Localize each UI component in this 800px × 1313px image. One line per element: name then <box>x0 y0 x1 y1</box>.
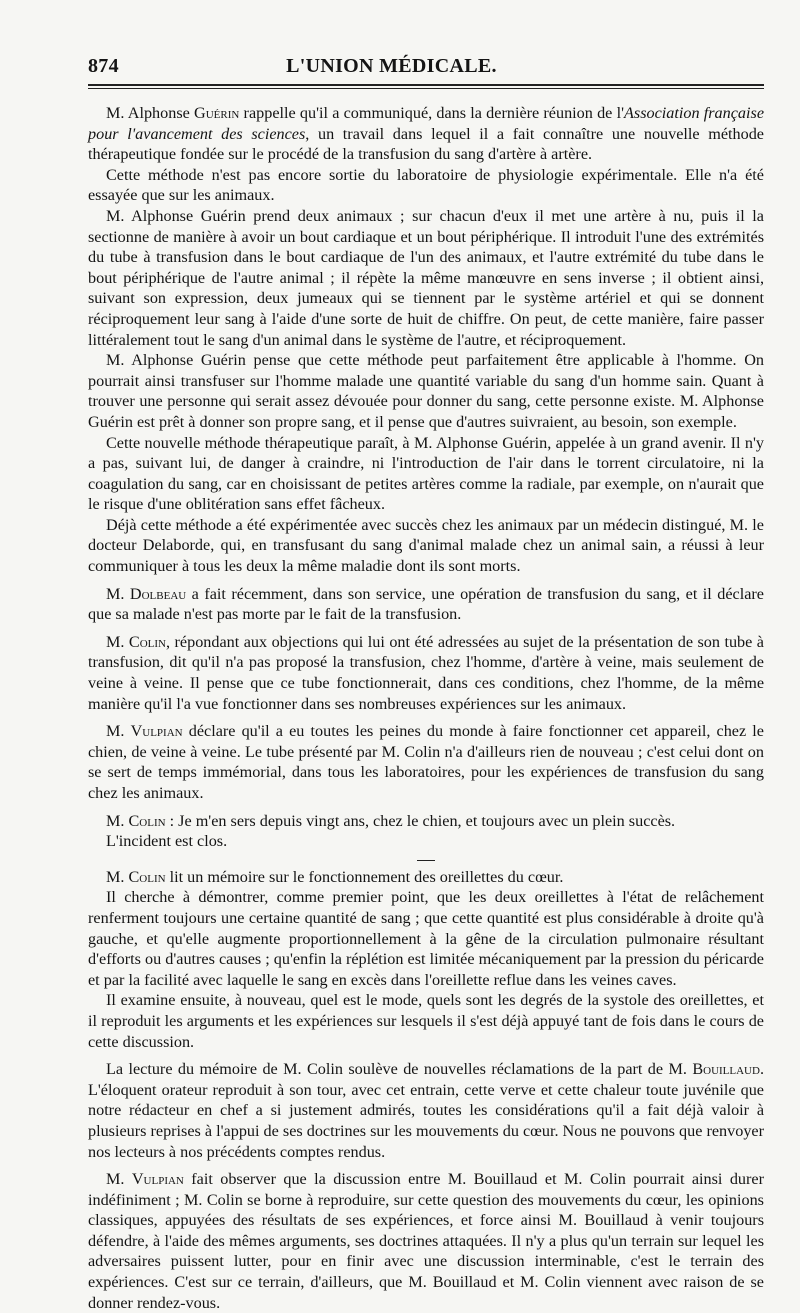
text-run: M. Alphonse Guérin pense que cette méthode peut parfaitement être applicable à l'homme. On pourrait ainsi transfuser sur l'homme malade une quantité variable du sang d'un homme sain. Quant à trouver une personne qui serait assez dévouée pour donner du sang, cette personne existe. M. Alphonse Guérin est prêt à donner son propre sang, et il pense que d'autres suivraient, au besoin, son exemple. <box>88 351 764 431</box>
speaker-name: Guérin <box>194 104 240 122</box>
paragraph <box>88 584 764 625</box>
paragraph <box>88 887 764 990</box>
journal-title: L'UNION MÉDICALE. <box>286 55 497 77</box>
text-run: M. <box>106 584 130 603</box>
text-run: : Je m'en sers depuis vingt ans, chez le chien, et toujours avec un plein succès. <box>165 811 676 830</box>
paragraph <box>88 1059 764 1162</box>
text-run: rappelle qu'il a communiqué, dans la dernière réunion de l' <box>239 104 624 122</box>
text-run: , un travail dans lequel il a fait connaître une nouvelle méthode thérapeutique fondée sur le procédé de la transfusion du sang d'artère à artère. <box>88 124 764 164</box>
paragraph <box>88 103 764 165</box>
text-run: Il examine ensuite, à nouveau, quel est le mode, quels sont les degrés de la systole des oreillettes, et il reproduit les arguments et les expériences sur lesquels il s'est déjà appuyé tant de fois dans le cours de cette discussion. <box>88 991 764 1051</box>
text-run: lit un mémoire sur le fonctionnement des oreillettes du cœur. <box>165 867 564 886</box>
paragraph <box>88 433 764 515</box>
speaker-name: Bouillaud <box>692 1060 760 1079</box>
paragraph <box>88 811 764 832</box>
paragraph <box>88 350 764 432</box>
paragraph <box>88 515 764 577</box>
speaker-name: Colin <box>128 867 166 886</box>
italic-text: Association française pour l'avancement des sciences <box>88 104 764 143</box>
text-run: Déjà cette méthode a été expérimentée avec succès chez les animaux par un médecin distingué, M. le docteur Delaborde, qui, en transfusant du sang d'animal malade chez un animal sain, a réussi à leur communiquer à tous les deux la même maladie dont ils sont morts. <box>88 515 764 576</box>
page-number: 874 <box>88 55 119 77</box>
text-run: M. Alphonse Guérin prend deux animaux ; sur chacun d'eux il met une artère à nu, puis il la sectionne de manière à avoir un bout cardiaque et un bout périphérique. Il introduit l'une des extrémités du tube à transfusion dans le bout cardiaque de l'un des animaux, et l'autre extrémité du tube dans le bout périphérique de l'autre animal ; il répète la même manœuvre en sens inverse ; il obtient ainsi, suivant son expression, deux jumeaux qui se tiennent par le système artériel et qui se donnent réciproquement leur sang à l'aide d'une sorte de huit de chiffre. On peut, de cette manière, faire passer littéralement tout le sang d'un animal dans le système de l'autre, et réciproquement. <box>88 206 764 349</box>
text-run: déclare qu'il a eu toutes les peines du monde à faire fonctionner cet appareil, chez le chien, de veine à veine. Le tube présenté par M. Colin n'a d'ailleurs rien de nouveau ; c'est celui dont on se sert de temps immémorial, dans tous les laboratoires, pour les expériences de transfusion du sang chez les animaux. <box>88 722 764 802</box>
speaker-name: Vulpian <box>131 1170 184 1189</box>
paragraph <box>88 990 764 1052</box>
text-run: M. <box>106 811 129 830</box>
text-run: L'incident est clos. <box>106 832 228 851</box>
speaker-name: Dolbeau <box>129 584 187 603</box>
paragraph <box>88 831 764 852</box>
text-run: M. <box>106 632 129 651</box>
article-body <box>88 103 764 1313</box>
speaker-name: Colin <box>128 632 166 651</box>
running-header <box>88 55 764 78</box>
text-run: a fait récemment, dans son service, une opération de transfusion du sang, et il déclare que sa malade n'est pas morte par le fait de la transfusion. <box>88 584 764 624</box>
text-run: , répondant aux objections qui lui ont été adressées au sujet de la présentation de son tube à transfusion, dit qu'il n'a pas proposé la transfusion, chez l'homme, d'artère à veine, mais seulement de veine à veine. Il pense que ce tube fonctionnerait, dans ces conditions, chez l'homme, de la même manière qu'il l'a vue fonctionner dans ses nombreuses expériences sur les animaux. <box>88 632 764 713</box>
header-rule <box>88 84 764 89</box>
speaker-name: Colin <box>128 811 166 830</box>
text-run: Cette méthode n'est pas encore sortie du laboratoire de physiologie expérimentale. Elle n'a été essayée que sur les animaux. <box>88 165 764 205</box>
section-separator <box>417 860 435 861</box>
paragraph <box>88 206 764 350</box>
speaker-name: Vulpian <box>130 722 183 741</box>
text-run: fait observer que la discussion entre M. Bouillaud et M. Colin pourrait ainsi durer indéfiniment ; M. Colin se borne à reproduire, sur cette question des mouvements du cœur, les opinions classiques, appuyées des résultats de ses expériences, et force ainsi M. Bouillaud à venir toujours défendre, à l'aide des mêmes arguments, ses doctrines attaquées. Il n'y a plus qu'un terrain sur lequel les adversaires puissent lutter, pour en finir avec une discussion interminable, c'est le terrain des expériences. C'est sur ce terrain, d'ailleurs, que M. Bouillaud et M. Colin viennent avec raison de se donner rendez-vous. <box>88 1170 764 1312</box>
text-run: La lecture du mémoire de M. Colin soulève de nouvelles réclamations de la part de M. <box>106 1060 693 1079</box>
paragraph <box>88 1169 764 1313</box>
paragraph <box>88 721 764 803</box>
paragraph <box>88 867 764 888</box>
paragraph <box>88 165 764 206</box>
text-run: M. <box>106 1170 132 1189</box>
paragraph <box>88 632 764 714</box>
text-run: M. <box>106 722 131 741</box>
text-run: Il cherche à démontrer, comme premier point, que les deux oreillettes à l'état de relâchement renferment toujours une certaine quantité de sang ; que cette quantité est plus considérable à droite qu'à gauche, et qu'elle augmente proportionnellement à la gêne de la circulation pulmonaire résultant d'efforts ou d'autres causes ; qu'enfin la réplétion est limitée mécaniquement par la pression du péricarde et par la facilité avec laquelle le sang en excès dans l'oreillette reflue dans les veines caves. <box>88 888 764 989</box>
text-run: Cette nouvelle méthode thérapeutique paraît, à M. Alphonse Guérin, appelée à un grand avenir. Il n'y a pas, suivant lui, de danger à craindre, ni l'introduction de l'air dans le torrent circulatoire, ni la coagulation du sang, car en choisissant de petites artères comme la radiale, par exemple, on n'aurait que le risque d'une oblitération sans effet fâcheux. <box>88 433 764 514</box>
text-run: M. <box>106 867 129 886</box>
text-run: . L'éloquent orateur reproduit à son tour, avec cet entrain, cette verve et cette chaleur toute juvénile que notre rédacteur en chef a si justement admirés, toutes les considérations qu'il a fait déjà valoir à plusieurs reprises à l'appui de ses doctrines sur les mouvements du cœur. Nous ne pouvons que renvoyer nos lecteurs à nos précédents comptes rendus. <box>88 1060 764 1161</box>
text-run: M. Alphonse <box>106 104 195 122</box>
